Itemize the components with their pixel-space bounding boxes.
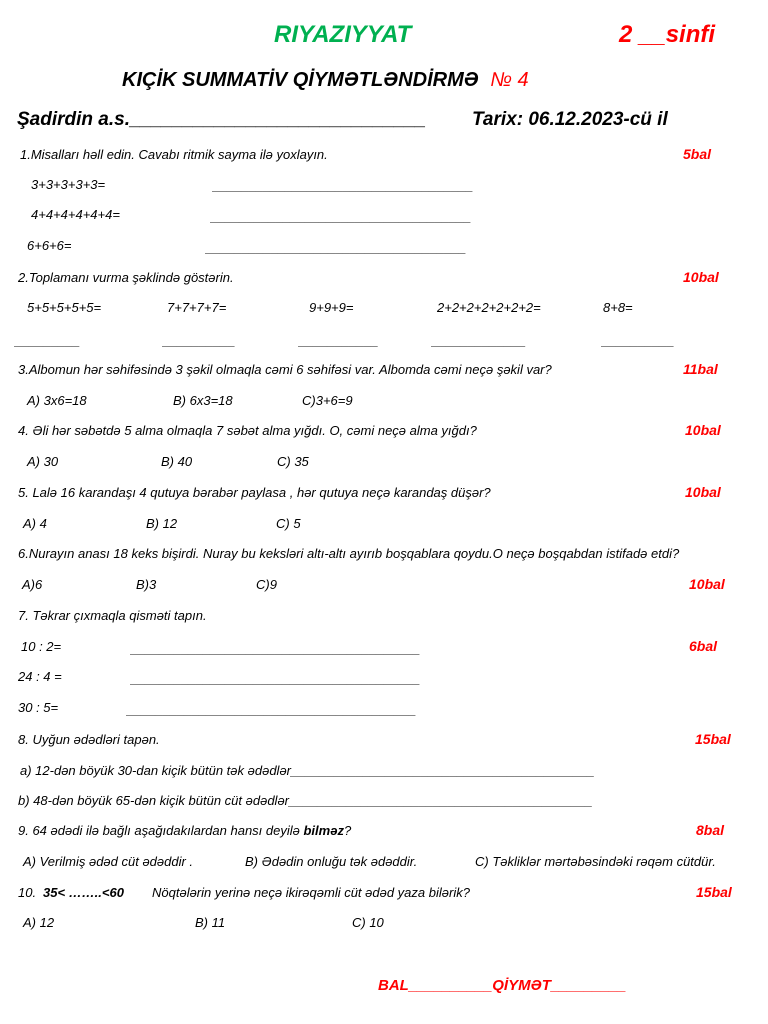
q6-text: 6.Nurayın anası 18 keks bişirdi. Nuray bu keksləri altı-altı ayırıb boşqablara qoydu.O neçə boşqabdan istifadə etdi? (18, 546, 680, 561)
q2-text: 2.Toplamanı vurma şəklində göstərin. (18, 270, 234, 285)
q2-blank-5: __________ (602, 333, 675, 348)
q10-text: Nöqtələrin yerinə neçə ikirəqəmli cüt ədəd yaza bilərik? (152, 885, 470, 900)
grade-label: 2 __sinfi (619, 21, 716, 48)
q5-option-c: C) 5 (276, 516, 301, 531)
q2-points: 10bal (683, 269, 719, 285)
subject-title: RIYAZIYYAT (274, 21, 412, 48)
q3-option-c: C)3+6=9 (302, 393, 353, 408)
student-name-field: Şadirdin a.s.____________________________ (17, 109, 426, 130)
q9-text-before: 9. 64 ədədi ilə bağlı aşağıdakılardan hansı deyilə (18, 823, 304, 838)
q8-text: 8. Uyğun ədədləri tapən. (18, 732, 160, 747)
q4-option-b: B) 40 (161, 454, 193, 469)
q10-option-c: C) 10 (352, 915, 384, 930)
q7-points: 6bal (689, 638, 718, 654)
q2-item-2: 7+7+7+7= (167, 300, 227, 315)
q2-blank-2: __________ (163, 333, 236, 348)
q7-answer-line-1: ________________________________________ (131, 641, 421, 656)
date-label: Tarix: 06.12.2023-cü il (472, 109, 668, 130)
q1-points: 5bal (683, 146, 712, 162)
assessment-number: № 4 (490, 69, 529, 91)
q9-text (18, 823, 351, 839)
q8-part-a: a) 12-dən böyük 30-dan kiçik bütün tək ədədlər__________________________________________ (20, 763, 595, 778)
q4-text: 4. Əli hər səbətdə 5 alma olmaqla 7 səbət alma yığdı. O, cəmi neçə alma yığdı? (18, 423, 477, 438)
q5-text: 5. Lalə 16 karandaşı 4 qutuya bərabər paylasa , hər qutuya neçə karandaş düşər? (18, 485, 491, 500)
q6-option-b: B)3 (136, 577, 157, 592)
q5-option-a: A) 4 (23, 516, 47, 531)
q1-item-2: 4+4+4+4+4+4= (31, 207, 120, 222)
q3-option-b: B) 6x3=18 (173, 393, 233, 408)
q6-option-c: C)9 (256, 577, 277, 592)
q10-number: 10. (18, 885, 37, 900)
q10-points: 15bal (696, 884, 732, 900)
assessment-subtitle (122, 67, 529, 93)
q2-blank-1: _________ (15, 333, 81, 348)
q2-item-1: 5+5+5+5+5= (27, 300, 102, 315)
q2-item-3: 9+9+9= (309, 300, 354, 315)
q4-points: 10bal (685, 422, 721, 438)
q3-points: 11bal (683, 361, 718, 377)
q1-item-3: 6+6+6= (27, 238, 72, 253)
q8-points: 15bal (695, 731, 731, 747)
q7-text: 7. Təkrar çıxmaqla qisməti tapın. (18, 608, 207, 623)
q9-option-a: A) Verilmiş ədəd cüt ədəddir . (23, 854, 194, 869)
q2-blank-4: _____________ (432, 333, 526, 348)
q4-option-a: A) 30 (27, 454, 59, 469)
q2-item-4: 2+2+2+2+2+2+2= (437, 300, 541, 315)
q5-points: 10bal (685, 484, 721, 500)
q10-expression: 35< ……..<60 (43, 885, 124, 900)
q7-item-2: 24 : 4 = (18, 669, 62, 684)
q5-option-b: B) 12 (146, 516, 178, 531)
q4-option-c: C) 35 (277, 454, 309, 469)
q9-option-c: C) Təkliklər mərtəbəsindəki rəqəm cütdür. (475, 854, 716, 869)
q7-answer-line-3: ________________________________________ (127, 702, 417, 717)
assessment-subtitle-text: KIÇİK SUMMATİV QİYMƏTLƏNDİRMƏ (122, 69, 479, 91)
q9-text-after: ? (343, 823, 352, 838)
q7-answer-line-2: ________________________________________ (131, 671, 421, 686)
q2-item-5: 8+8= (603, 300, 633, 315)
q1-item-1: 3+3+3+3+3= (31, 177, 106, 192)
q6-points: 10bal (689, 576, 725, 592)
q1-answer-line-1: ____________________________________ (213, 178, 474, 193)
q1-answer-line-3: ____________________________________ (206, 240, 467, 255)
q3-text: 3.Albomun hər səhifəsində 3 şəkil olmaqla cəmi 6 səhifəsi var. Albomda cəmi neçə şəkil var? (18, 362, 552, 377)
q6-option-a: A)6 (22, 577, 43, 592)
q1-answer-line-2: ____________________________________ (211, 209, 472, 224)
q7-item-3: 30 : 5= (18, 700, 59, 715)
q9-option-b: B) Ədədin onluğu tək ədəddir. (245, 854, 418, 869)
q1-text: 1.Misalları həll edin. Cavabı ritmik sayma ilə yoxlayın. (20, 147, 328, 162)
q10-option-a: A) 12 (23, 915, 55, 930)
q8-part-b: b) 48-dən böyük 65-dən kiçik bütün cüt ədədlər__________________________________________ (18, 793, 593, 808)
q3-option-a: A) 3x6=18 (27, 393, 87, 408)
score-grade-footer: BAL__________QİYMƏT_________ (378, 977, 627, 994)
q10-option-b: B) 11 (195, 915, 226, 930)
q7-item-1: 10 : 2= (21, 639, 62, 654)
q9-points: 8bal (696, 822, 725, 838)
q9-text-bold: bilməz (303, 823, 344, 838)
q2-blank-3: ___________ (299, 333, 379, 348)
